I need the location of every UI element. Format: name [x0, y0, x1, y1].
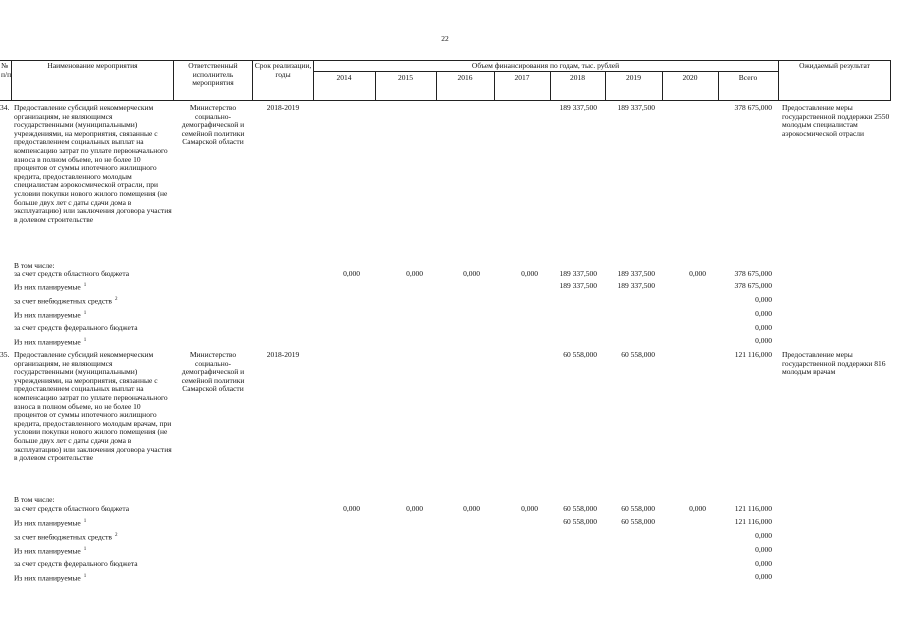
funding-value-2019: 60 558,000: [621, 504, 655, 513]
item-34-name: Предоставление субсидий некоммерческим организациям, не являющимся государственными (муниципальными) учреждениями, на мероприятия, связанные с предоставлением социальных выплат на компенсацию затрат по уплате первоначального взноса в полном объеме, но не более 10 процентов от суммы ипотечного жилищного кредита, предоставленного молодым специалистам аэрокосмической отрасли, при условии покупки нового жилого помещения (не больше двух лет с даты сдачи дома в эксплуатацию) или заключения договора участия в долевом строительстве: [14, 103, 172, 224]
item-34-2018: 189 337,500: [559, 103, 597, 112]
funding-row-label: [14, 532, 117, 542]
funding-value-2019: 189 337,500: [617, 269, 655, 278]
header-year-2016: 2016: [457, 73, 473, 82]
funding-row-label: [14, 337, 86, 347]
funding-value-total: 121 116,000: [734, 504, 772, 513]
header-mid-border: [313, 71, 778, 72]
header-finance: Объем финансирования по годам, тыс. рублей: [471, 61, 620, 70]
header-result: Ожидаемый результат: [799, 61, 870, 70]
funding-row-label-text: за счет внебюджетных средств: [14, 296, 112, 306]
funding-value-2019: 189 337,500: [617, 281, 655, 290]
header-resp: Ответственный исполнитель мероприятия: [188, 61, 238, 88]
col-divider-2: [173, 60, 174, 101]
funding-value-total: 0,000: [755, 531, 772, 540]
funding-value-2016: 0,000: [463, 504, 480, 513]
footnote-marker: 1: [83, 519, 87, 524]
header-year-2014: 2014: [336, 73, 352, 82]
col-divider-right: [890, 60, 891, 101]
item-35-result: Предоставление меры государственной поддержки 816 молодым врачам: [782, 350, 886, 377]
funding-value-2014: 0,000: [343, 269, 360, 278]
funding-value-2018: 60 558,000: [563, 504, 597, 513]
funding-value-2015: 0,000: [406, 269, 423, 278]
col-divider-3: [252, 60, 253, 101]
funding-value-2017: 0,000: [521, 269, 538, 278]
footnote-marker: 1: [83, 311, 87, 316]
page-number: 22: [441, 34, 449, 43]
header-year-2015: 2015: [398, 73, 413, 82]
funding-value-2014: 0,000: [343, 504, 360, 513]
funding-row-label-text: за счет средств областного бюджета: [14, 504, 130, 513]
funding-value-total: 378 675,000: [734, 269, 772, 278]
header-year-2020: 2020: [682, 73, 698, 82]
item-34-result: Предоставление меры государственной поддержки 2550 молодым специалистам аэрокосмической отрасли: [782, 103, 890, 138]
funding-value-2018: 189 337,500: [559, 269, 597, 278]
item-35-number: 35.: [0, 350, 10, 359]
item-34-total: 378 675,000: [734, 103, 772, 112]
header-year-2018: 2018: [570, 73, 585, 82]
item-34-term: 2018-2019: [266, 103, 300, 112]
footnote-marker: 1: [83, 283, 87, 288]
item-34-responsible: Министерство социально-демографической и семейной политики Самарской области: [181, 103, 245, 147]
item-35-including: В том числе:: [14, 495, 55, 504]
item-34-2019: 189 337,500: [617, 103, 655, 112]
funding-value-2020: 0,000: [689, 504, 706, 513]
item-34-including: В том числе:: [14, 261, 55, 270]
funding-row-label-text: за счет средств областного бюджета: [14, 269, 130, 278]
footnote-marker: 2: [114, 533, 118, 538]
funding-row-label-text: Из них планируемые: [14, 518, 81, 528]
item-35-name: Предоставление субсидий некоммерческим организациям, не являющимся государственными (муниципальными) учреждениями, на мероприятия, связанные с предоставлением социальных выплат на компенсацию затрат по уплате первоначального взноса в полном объеме, но не более 10 процентов от суммы ипотечного жилищного кредита, предоставленного молодым врачам, при условии покупки нового жилого помещения (не больше двух лет с даты сдачи дома в эксплуатацию) или заключения договора участия в долевом строительстве: [14, 350, 172, 463]
funding-row-label-text: Из них планируемые: [14, 337, 81, 347]
funding-value-total: 378 675,000: [734, 281, 772, 290]
funding-row-label-text: за счет внебюджетных средств: [14, 532, 112, 542]
funding-row-label: [14, 282, 86, 292]
header-term: Срок реализации, годы: [254, 61, 312, 79]
funding-value-2020: 0,000: [689, 269, 706, 278]
header-name: Наименование мероприятия: [47, 61, 138, 70]
funding-value-2018: 189 337,500: [559, 281, 597, 290]
funding-row-label: [14, 270, 129, 279]
funding-value-total: 0,000: [755, 336, 772, 345]
funding-value-total: 0,000: [755, 295, 772, 304]
header-num: №: [1, 61, 9, 70]
header-total: Всего: [738, 73, 758, 82]
header-bottom-border: [0, 100, 891, 101]
funding-value-2018: 60 558,000: [563, 517, 597, 526]
funding-value-2016: 0,000: [463, 269, 480, 278]
funding-row-label-text: за счет средств федерального бюджета: [14, 559, 138, 568]
funding-value-total: 0,000: [755, 572, 772, 581]
footnote-marker: 1: [83, 547, 87, 552]
funding-row-label: [14, 296, 117, 306]
footnote-marker: 2: [114, 297, 118, 302]
item-34-number: 34.: [0, 103, 10, 112]
funding-row-label-text: Из них планируемые: [14, 546, 81, 556]
item-35-term: 2018-2019: [266, 350, 300, 359]
funding-row-label-text: за счет средств федерального бюджета: [14, 323, 138, 332]
funding-value-total: 0,000: [755, 323, 772, 332]
item-35-2019: 60 558,000: [621, 350, 655, 359]
item-35-total: 121 116,000: [734, 350, 772, 359]
funding-row-label: [14, 310, 86, 320]
funding-row-label-text: Из них планируемые: [14, 310, 81, 320]
funding-value-total: 0,000: [755, 545, 772, 554]
item-35-responsible: Министерство социально-демографической и семейной политики Самарской области: [181, 350, 245, 394]
funding-row-label: [14, 505, 129, 514]
funding-row-label: [14, 324, 138, 333]
footnote-marker: 1: [83, 338, 87, 343]
funding-row-label: [14, 518, 86, 528]
funding-row-label-text: Из них планируемые: [14, 573, 81, 583]
footnote-marker: 1: [83, 574, 87, 579]
funding-row-label: [14, 573, 86, 583]
funding-value-total: 121 116,000: [734, 517, 772, 526]
funding-row-label: [14, 560, 138, 569]
funding-row-label-text: Из них планируемые: [14, 282, 81, 292]
funding-value-total: 0,000: [755, 559, 772, 568]
funding-row-label: [14, 546, 86, 556]
header-num-2: п/п: [1, 70, 12, 79]
funding-value-2017: 0,000: [521, 504, 538, 513]
funding-value-total: 0,000: [755, 309, 772, 318]
funding-value-2015: 0,000: [406, 504, 423, 513]
item-35-2018: 60 558,000: [563, 350, 597, 359]
funding-value-2019: 60 558,000: [621, 517, 655, 526]
header-year-2017: 2017: [514, 73, 530, 82]
header-year-2019: 2019: [626, 73, 641, 82]
